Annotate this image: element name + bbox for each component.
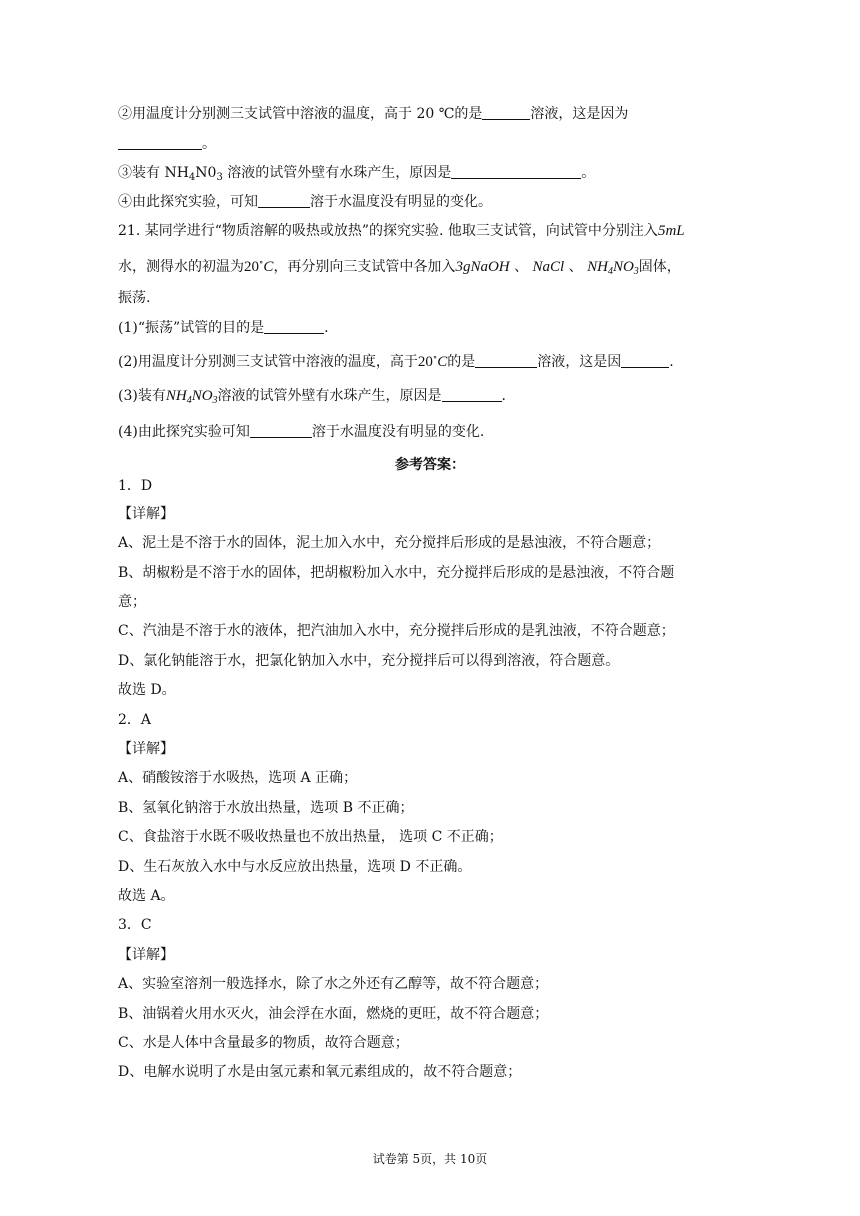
- answer-2-selection: 故选 A。: [118, 888, 175, 904]
- answer-blank: [475, 353, 537, 368]
- answer-3-option-c: C、水是人体中含量最多的物质，故符合题意；: [118, 1035, 409, 1051]
- q21-reagent-naoh: 3gNaOH: [455, 259, 510, 275]
- q21-stem-text: 固体，: [638, 259, 681, 275]
- q21-sub2-text: 的是: [447, 354, 476, 370]
- q21-sub1-text: (1)“振荡”试管的目的是: [118, 320, 265, 336]
- subscript: 4: [186, 395, 192, 406]
- q21-sub1-end: .: [324, 320, 329, 336]
- q21-sub4-text: (4)由此探究实验可知: [118, 424, 250, 440]
- answer-blank: [264, 319, 324, 334]
- answer-1-option-c: C、汽油是不溶于水的液体，把汽油加入水中，充分搅拌后形成的是乳浊液，不符合题意；: [118, 623, 675, 639]
- q20-part4-text-a: ④由此探究实验，可知: [118, 194, 258, 210]
- q21-sub2-end: .: [669, 354, 674, 370]
- q21-sub1: [118, 318, 329, 338]
- answer-blank: [621, 353, 669, 368]
- subscript: 3: [216, 172, 223, 183]
- answer-3-detail-heading: 【详解】: [118, 947, 174, 963]
- q20-part2-text-b: 溶液，这是因为: [530, 106, 629, 122]
- q20-part4: [118, 192, 492, 212]
- q20-part3: [118, 163, 595, 183]
- answer-1-label: 1．D: [118, 478, 153, 494]
- q21-sub4-text: 溶于水温度没有明显的变化.: [311, 424, 485, 440]
- separator: 、: [568, 259, 583, 275]
- answer-2-detail-heading: 【详解】: [118, 741, 174, 757]
- page-footer: 试卷第 5页，共 10页: [372, 1152, 488, 1166]
- q21-reagent-nh4no3: [587, 259, 639, 275]
- q21-stem-text: 21. 某同学进行“物质溶解的吸热或放热”的探究实验. 他取三支试管，向试管中分别注入: [118, 223, 658, 239]
- answer-blank: [250, 423, 312, 438]
- q20-part3-text-b: N0: [195, 165, 217, 181]
- q20-part3-text-a: ③装有 NH: [118, 165, 189, 181]
- answer-1-option-d: D、氯化钠能溶于水，把氯化钠加入水中，充分搅拌后可以得到溶液，符合题意。: [118, 653, 620, 669]
- q21-stem-text: ，再分别向三支试管中各加入: [273, 259, 456, 275]
- q21-sub3-text: (3)装有: [118, 388, 166, 404]
- answer-3-option-b: B、油锅着火用水灭火，油会浮在水面，燃烧的更旺，故不符合题意；: [118, 1006, 549, 1022]
- answer-2-label: 2．A: [118, 712, 152, 728]
- answer-3-option-d: D、电解水说明了水是由氢元素和氧元素组成的，故不符合题意；: [118, 1064, 522, 1080]
- formula-part: NO: [191, 388, 213, 404]
- q21-temperature: 20: [244, 259, 259, 275]
- q20-part2-text-c: 。: [202, 136, 216, 152]
- answer-2-option-c: C、食盐溶于水既不吸收热量也不放出热量， 选项 C 不正确；: [118, 829, 503, 845]
- subscript: 4: [188, 172, 196, 183]
- answer-2-option-a: A、硝酸铵溶于水吸热，选项 A 正确；: [118, 770, 358, 786]
- q21-temperature-unit: C: [437, 354, 448, 370]
- q21-sub2-text: 溶液，这是因: [537, 354, 622, 370]
- answer-3-label: 3．C: [118, 917, 152, 933]
- subscript: 4: [607, 266, 613, 277]
- answer-1-option-a: A、泥土是不溶于水的固体，泥土加入水中，充分搅拌后形成的是悬浊液，不符合题意；: [118, 535, 661, 551]
- q21-sub4: [118, 422, 484, 442]
- formula-part: NO: [612, 259, 634, 275]
- q21-temperature-unit: C: [263, 259, 274, 275]
- q21-sub3-text: 溶液的试管外壁有水珠产生，原因是: [217, 388, 442, 404]
- answer-2-option-b: B、氢氧化钠溶于水放出热量，选项 B 不正确；: [118, 800, 414, 816]
- q20-part2-line1: [118, 104, 628, 124]
- answer-blank: [118, 135, 202, 150]
- answer-1-option-b-line2: 意；: [118, 594, 146, 610]
- q20-part3-text-d: 。: [581, 165, 596, 181]
- q20-part3-text-c: 溶液的试管外壁有水珠产生，原因是: [222, 165, 452, 181]
- q20-part4-text-b: 溶于水温度没有明显的变化。: [310, 194, 492, 210]
- q21-stem-line1: [118, 221, 685, 241]
- q20-part2-text-a: ②用温度计分别测三支试管中溶液的温度，高于 20 ℃的是: [118, 106, 483, 122]
- q21-temperature: 20: [417, 354, 433, 370]
- q21-reagent-nh4no3: [166, 388, 218, 404]
- subscript: 3: [633, 266, 639, 277]
- q21-sub2: (2)用温度计分别测三支试管中溶液的温度，高于20∘C的是 溶液，这是因 .: [118, 353, 674, 370]
- formula-part: NH: [587, 259, 608, 275]
- q21-stem-line3: 振荡.: [118, 290, 151, 306]
- answer-3-option-a: A、实验室溶剂一般选择水，除了水之外还有乙醇等，故不符合题意；: [118, 976, 549, 992]
- answer-blank: [258, 193, 310, 208]
- answer-1-selection: 故选 D。: [118, 682, 176, 698]
- answer-blank: [482, 105, 530, 120]
- q21-reagent-nacl: NaCl: [532, 259, 565, 275]
- q20-part2-line2: [118, 134, 216, 154]
- q21-sub2-text: (2)用温度计分别测三支试管中溶液的温度，高于: [118, 354, 418, 370]
- subscript: 3: [212, 395, 218, 406]
- formula-part: NH: [165, 388, 187, 404]
- q21-stem-text: 水，测得水的初温为: [118, 259, 244, 275]
- answer-2-option-d: D、生石灰放入水中与水反应放出热量，选项 D 不正确。: [118, 859, 472, 875]
- q21-stem-line2: 水，测得水的初温为20∘C，再分别向三支试管中各加入3gNaOH 、 NaCl 、 $NH_4NO_3$固体，: [118, 258, 681, 277]
- answer-1-option-b-line1: B、胡椒粉是不溶于水的固体，把胡椒粉加入水中，充分搅拌后形成的是悬浊液，不符合题: [118, 565, 675, 581]
- answer-1-detail-heading: 【详解】: [118, 506, 174, 522]
- separator: 、: [514, 259, 529, 275]
- q21-sub3: [118, 386, 506, 406]
- q21-sub3-end: .: [501, 388, 506, 404]
- answer-blank: [442, 387, 502, 402]
- answer-blank: [451, 164, 581, 179]
- answers-title: 参考答案：: [395, 457, 465, 473]
- q21-volume: 5mL: [657, 223, 685, 239]
